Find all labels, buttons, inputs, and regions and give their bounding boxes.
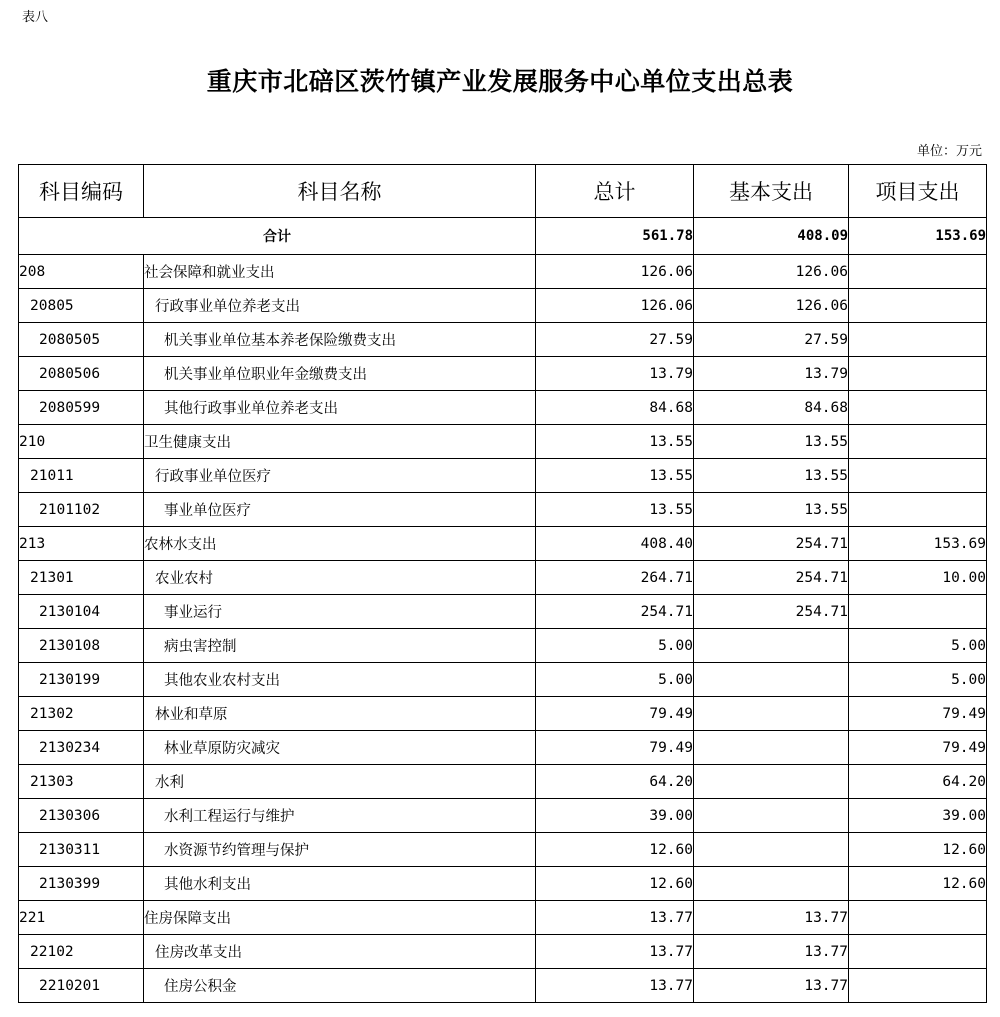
row-total: 13.55	[536, 493, 694, 527]
total-label: 合计	[19, 218, 536, 255]
row-total: 13.77	[536, 969, 694, 1003]
row-project	[849, 901, 987, 935]
row-basic: 13.77	[694, 901, 849, 935]
row-basic: 13.55	[694, 493, 849, 527]
row-total: 12.60	[536, 833, 694, 867]
row-basic	[694, 663, 849, 697]
header-project: 项目支出	[849, 165, 987, 218]
row-code: 2130108	[19, 629, 144, 663]
table-row	[19, 255, 987, 289]
row-name: 水利	[144, 765, 536, 799]
row-project	[849, 493, 987, 527]
row-total: 5.00	[536, 663, 694, 697]
row-total: 126.06	[536, 289, 694, 323]
row-total: 13.55	[536, 425, 694, 459]
row-project	[849, 289, 987, 323]
row-name: 机关事业单位基本养老保险缴费支出	[144, 323, 536, 357]
row-project: 12.60	[849, 867, 987, 901]
row-project: 64.20	[849, 765, 987, 799]
row-basic: 254.71	[694, 527, 849, 561]
row-name: 住房公积金	[144, 969, 536, 1003]
row-code: 2210201	[19, 969, 144, 1003]
table-header-row	[19, 165, 987, 218]
row-name: 住房保障支出	[144, 901, 536, 935]
total-project: 153.69	[849, 218, 987, 255]
row-total: 5.00	[536, 629, 694, 663]
page-title: 重庆市北碚区茨竹镇产业发展服务中心单位支出总表	[206, 67, 794, 96]
row-name: 水利工程运行与维护	[144, 799, 536, 833]
row-code: 2101102	[19, 493, 144, 527]
row-project: 39.00	[849, 799, 987, 833]
table-row	[19, 289, 987, 323]
row-code: 22102	[19, 935, 144, 969]
row-total: 408.40	[536, 527, 694, 561]
row-basic: 126.06	[694, 289, 849, 323]
table-row	[19, 765, 987, 799]
row-basic	[694, 697, 849, 731]
row-total: 13.77	[536, 901, 694, 935]
table-row	[19, 731, 987, 765]
header-total: 总计	[536, 165, 694, 218]
table-row	[19, 629, 987, 663]
row-code: 21303	[19, 765, 144, 799]
row-code: 221	[19, 901, 144, 935]
row-project: 153.69	[849, 527, 987, 561]
row-project	[849, 595, 987, 629]
row-code: 2130306	[19, 799, 144, 833]
table-row	[19, 561, 987, 595]
row-name: 农业农村	[144, 561, 536, 595]
row-total: 79.49	[536, 731, 694, 765]
row-name: 农林水支出	[144, 527, 536, 561]
row-basic	[694, 731, 849, 765]
row-basic: 13.77	[694, 935, 849, 969]
row-project: 12.60	[849, 833, 987, 867]
row-project	[849, 935, 987, 969]
row-name: 病虫害控制	[144, 629, 536, 663]
row-name: 机关事业单位职业年金缴费支出	[144, 357, 536, 391]
row-project	[849, 357, 987, 391]
row-name: 住房改革支出	[144, 935, 536, 969]
row-basic: 13.55	[694, 459, 849, 493]
table-row	[19, 833, 987, 867]
row-project	[849, 391, 987, 425]
row-name: 水资源节约管理与保护	[144, 833, 536, 867]
row-total: 84.68	[536, 391, 694, 425]
row-project: 5.00	[849, 663, 987, 697]
table-row	[19, 697, 987, 731]
row-project	[849, 255, 987, 289]
table-row	[19, 527, 987, 561]
row-basic: 13.55	[694, 425, 849, 459]
table-row	[19, 425, 987, 459]
row-project: 10.00	[849, 561, 987, 595]
table-row	[19, 595, 987, 629]
row-project	[849, 459, 987, 493]
row-basic: 84.68	[694, 391, 849, 425]
row-code: 208	[19, 255, 144, 289]
row-total: 39.00	[536, 799, 694, 833]
table-row	[19, 799, 987, 833]
row-basic	[694, 867, 849, 901]
total-sum: 561.78	[536, 218, 694, 255]
unit-label: 单位：万元	[916, 144, 982, 159]
table-row	[19, 867, 987, 901]
row-total: 27.59	[536, 323, 694, 357]
row-code: 21301	[19, 561, 144, 595]
header-code: 科目编码	[19, 165, 144, 218]
row-code: 2080506	[19, 357, 144, 391]
row-basic: 254.71	[694, 561, 849, 595]
row-code: 2130311	[19, 833, 144, 867]
row-basic: 254.71	[694, 595, 849, 629]
row-basic	[694, 765, 849, 799]
row-total: 64.20	[536, 765, 694, 799]
row-total: 13.55	[536, 459, 694, 493]
table-row	[19, 935, 987, 969]
row-project: 79.49	[849, 697, 987, 731]
row-name: 林业和草原	[144, 697, 536, 731]
row-code: 2080599	[19, 391, 144, 425]
row-name: 社会保障和就业支出	[144, 255, 536, 289]
row-code: 21011	[19, 459, 144, 493]
table-row	[19, 663, 987, 697]
table-row	[19, 391, 987, 425]
row-project	[849, 969, 987, 1003]
row-basic	[694, 799, 849, 833]
row-basic: 13.77	[694, 969, 849, 1003]
row-name: 其他行政事业单位养老支出	[144, 391, 536, 425]
table-row	[19, 901, 987, 935]
row-name: 事业单位医疗	[144, 493, 536, 527]
row-basic	[694, 629, 849, 663]
row-project: 5.00	[849, 629, 987, 663]
row-total: 13.77	[536, 935, 694, 969]
table-row	[19, 459, 987, 493]
row-code: 21302	[19, 697, 144, 731]
total-row	[19, 218, 987, 255]
row-basic: 13.79	[694, 357, 849, 391]
row-code: 213	[19, 527, 144, 561]
table-row	[19, 969, 987, 1003]
row-code: 2130234	[19, 731, 144, 765]
expenditure-table	[18, 164, 987, 1003]
row-total: 12.60	[536, 867, 694, 901]
table-row	[19, 323, 987, 357]
header-name: 科目名称	[144, 165, 536, 218]
row-basic: 27.59	[694, 323, 849, 357]
row-code: 2130104	[19, 595, 144, 629]
row-code: 210	[19, 425, 144, 459]
table-row	[19, 493, 987, 527]
row-project	[849, 323, 987, 357]
row-code: 2130199	[19, 663, 144, 697]
table-row	[19, 357, 987, 391]
row-project	[849, 425, 987, 459]
row-total: 13.79	[536, 357, 694, 391]
row-name: 行政事业单位医疗	[144, 459, 536, 493]
row-name: 卫生健康支出	[144, 425, 536, 459]
row-code: 2130399	[19, 867, 144, 901]
row-total: 126.06	[536, 255, 694, 289]
row-name: 林业草原防灾减灾	[144, 731, 536, 765]
row-name: 行政事业单位养老支出	[144, 289, 536, 323]
row-project: 79.49	[849, 731, 987, 765]
row-name: 其他水利支出	[144, 867, 536, 901]
header-basic: 基本支出	[694, 165, 849, 218]
row-basic	[694, 833, 849, 867]
row-code: 20805	[19, 289, 144, 323]
row-name: 其他农业农村支出	[144, 663, 536, 697]
row-total: 254.71	[536, 595, 694, 629]
total-basic: 408.09	[694, 218, 849, 255]
row-code: 2080505	[19, 323, 144, 357]
row-total: 264.71	[536, 561, 694, 595]
row-name: 事业运行	[144, 595, 536, 629]
row-total: 79.49	[536, 697, 694, 731]
table-number-label: 表八	[22, 10, 49, 25]
row-basic: 126.06	[694, 255, 849, 289]
